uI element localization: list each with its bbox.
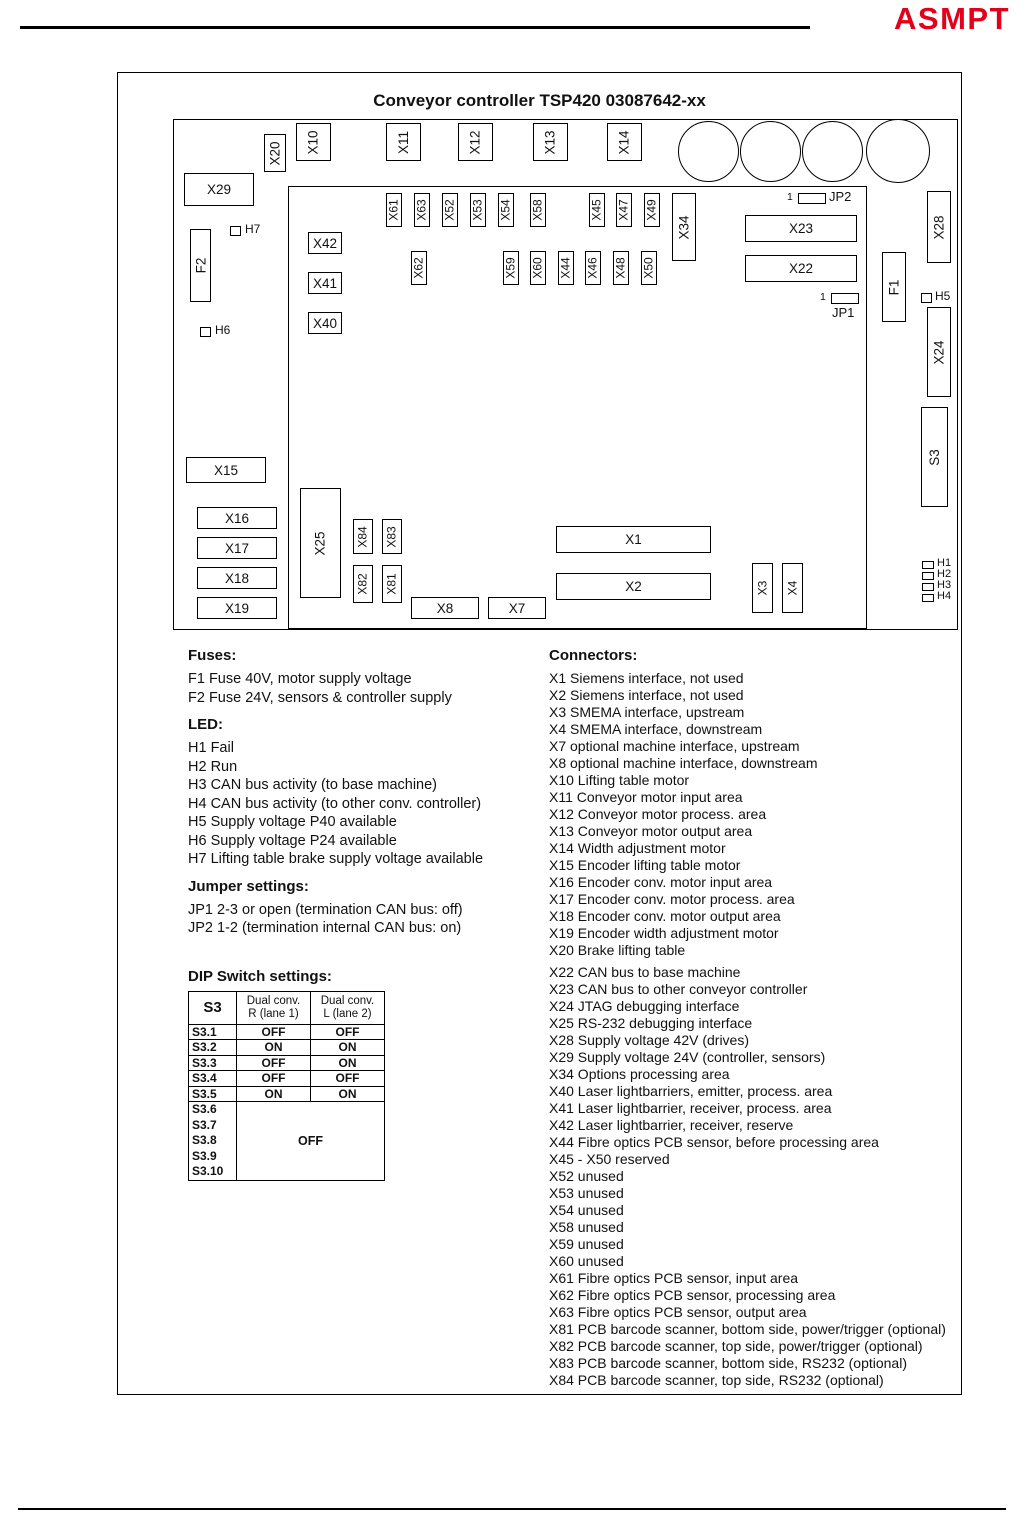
connector-line: X84 PCB barcode scanner, top side, RS232 (optional) — [549, 1372, 884, 1388]
figure-frame — [117, 72, 962, 1395]
component-label: X47 — [617, 199, 632, 221]
header-rule — [20, 26, 810, 29]
component-label: X58 — [531, 199, 546, 221]
mounting-hole — [678, 121, 739, 182]
component-label: X61 — [387, 199, 402, 221]
board-component — [442, 193, 458, 227]
board-inner-outline — [288, 186, 867, 629]
connector-line: X16 Encoder conv. motor input area — [549, 874, 773, 890]
dip-row — [189, 1086, 385, 1102]
component-label: X3 — [755, 580, 770, 596]
connector-line: X58 unused — [549, 1219, 624, 1235]
connector-line: X4 SMEMA interface, downstream — [549, 721, 763, 737]
component-label: X63 — [415, 199, 430, 221]
connectors-heading: Connectors: — [549, 647, 638, 664]
component-label: X17 — [224, 540, 250, 556]
led-line: H1 Fail — [188, 740, 234, 756]
board-text-label: 1 — [820, 291, 826, 303]
component-label: X24 — [931, 339, 947, 365]
led-line: H5 Supply voltage P40 available — [188, 814, 397, 830]
dip-heading: DIP Switch settings: — [188, 967, 332, 985]
dip-switch-id: S3.3 — [189, 1055, 237, 1071]
led-square-h6 — [200, 327, 211, 337]
dip-switch-id: S3.10 — [192, 1164, 224, 1178]
component-label: X19 — [224, 600, 250, 616]
connector-line: X53 unused — [549, 1185, 624, 1201]
connector-line: X34 Options processing area — [549, 1066, 730, 1082]
dip-value-l: OFF — [311, 1024, 385, 1040]
connector-line: X24 JTAG debugging interface — [549, 998, 740, 1014]
board-component — [745, 215, 857, 242]
board-component — [470, 193, 486, 227]
component-label: X2 — [625, 579, 642, 594]
component-label: X7 — [508, 600, 526, 616]
connector-line: X18 Encoder conv. motor output area — [549, 908, 781, 924]
component-label: X14 — [617, 129, 632, 155]
connector-line: X20 Brake lifting table — [549, 942, 686, 958]
board-component — [186, 457, 266, 483]
connector-line: X3 SMEMA interface, upstream — [549, 704, 745, 720]
component-label: X13 — [543, 129, 558, 155]
board-component — [672, 193, 696, 261]
led-section — [188, 716, 548, 869]
connector-line: X28 Supply voltage 42V (drives) — [549, 1032, 749, 1048]
board-component — [382, 565, 402, 603]
connector-line: X8 optional machine interface, downstream — [549, 755, 818, 771]
dip-corner-cell: S3 — [189, 991, 237, 1024]
board-component — [927, 307, 951, 397]
connector-line: X40 Laser lightbarriers, emitter, process. area — [549, 1083, 833, 1099]
board-text-label: H3 — [937, 579, 952, 591]
led-square-h1 — [922, 561, 934, 569]
dip-value-r: ON — [237, 1086, 311, 1102]
dip-value-l: OFF — [311, 1071, 385, 1087]
connector-line: X59 unused — [549, 1236, 624, 1252]
board-component — [644, 193, 660, 227]
legend-left-column — [188, 647, 548, 1190]
dip-value-l: ON — [311, 1086, 385, 1102]
component-label: X44 — [559, 257, 574, 279]
mounting-hole — [866, 119, 930, 183]
component-label: X4 — [785, 580, 800, 596]
dip-value-r: ON — [237, 1040, 311, 1056]
connector-line: X10 Lifting table motor — [549, 772, 690, 788]
board-component — [589, 193, 605, 227]
board-text-label: H4 — [937, 590, 952, 602]
component-label: X62 — [412, 257, 427, 279]
connector-line: X52 unused — [549, 1168, 624, 1184]
jumper-section — [188, 878, 548, 938]
board-component — [300, 488, 341, 598]
board-component — [264, 134, 286, 172]
component-label: X41 — [312, 275, 338, 291]
board-component — [530, 251, 546, 285]
connector-line: X2 Siemens interface, not used — [549, 687, 744, 703]
component-label: F2 — [192, 257, 208, 274]
component-label: X54 — [499, 199, 514, 221]
dip-switch-table — [188, 991, 385, 1181]
led-line: H6 Supply voltage P24 available — [188, 832, 397, 849]
dip-switch-id: S3.4 — [189, 1071, 237, 1087]
dip-col-l-line1: Dual conv. — [320, 994, 375, 1007]
dip-merged-ids — [189, 1102, 237, 1181]
board-text-label: H6 — [215, 323, 231, 337]
board-component — [458, 123, 493, 161]
connector-line: X11 Conveyor motor input area — [549, 789, 743, 805]
board-component — [533, 123, 568, 161]
dip-merged-row — [189, 1102, 385, 1181]
jumper-line: JP1 2-3 or open (termination CAN bus: off) — [188, 901, 463, 918]
jumper-jp1 — [831, 293, 859, 304]
component-label: X83 — [385, 525, 400, 548]
component-label: X11 — [396, 130, 411, 154]
connector-line: X81 PCB barcode scanner, bottom side, power/trigger (optional) — [549, 1321, 946, 1337]
dip-row — [189, 1055, 385, 1071]
component-label: X52 — [443, 199, 458, 221]
board-component — [411, 251, 427, 285]
board-component — [190, 229, 211, 302]
board-component — [607, 123, 642, 161]
led-line: H4 CAN bus activity (to other conv. controller) — [188, 795, 482, 812]
board-component — [382, 519, 402, 554]
board-component — [184, 173, 254, 206]
board-text-label: H5 — [935, 289, 951, 303]
component-label: X28 — [931, 214, 947, 240]
component-label: X45 — [590, 199, 605, 221]
board-component — [197, 507, 277, 529]
connector-line: X44 Fibre optics PCB sensor, before processing area — [549, 1134, 879, 1150]
dip-value-r: OFF — [237, 1055, 311, 1071]
board-component — [386, 193, 402, 227]
component-label: X12 — [468, 129, 483, 155]
component-label: X49 — [645, 199, 660, 221]
board-component — [616, 193, 632, 227]
dip-value-l: ON — [311, 1040, 385, 1056]
connector-list — [549, 670, 969, 1389]
connector-line: X42 Laser lightbarrier, receiver, reserve — [549, 1117, 794, 1133]
connector-line: X22 CAN bus to base machine — [549, 964, 741, 980]
led-square-h7 — [230, 226, 241, 236]
dip-switch-id: S3.6 — [192, 1102, 217, 1116]
component-label: X82 — [356, 573, 371, 595]
led-square-h4 — [922, 594, 934, 602]
dip-value-r: OFF — [237, 1071, 311, 1087]
dip-col-l-line2: L (lane 2) — [323, 1007, 372, 1020]
component-label: X23 — [788, 221, 814, 236]
dip-merged-value: OFF — [237, 1102, 385, 1181]
connector-line: X19 Encoder width adjustment motor — [549, 925, 779, 941]
dip-switch-id: S3.2 — [189, 1040, 237, 1056]
connector-line: X60 unused — [549, 1253, 624, 1269]
board-component — [556, 573, 711, 600]
dip-row — [189, 1040, 385, 1056]
connector-line: X12 Conveyor motor process. area — [549, 806, 767, 822]
dip-row — [189, 1071, 385, 1087]
component-label: X20 — [267, 140, 283, 166]
connector-line: X15 Encoder lifting table motor — [549, 857, 741, 873]
connector-line: X29 Supply voltage 24V (controller, sensors) — [549, 1049, 826, 1065]
board-component — [386, 123, 421, 161]
board-component — [197, 567, 277, 589]
component-label: X60 — [531, 257, 546, 279]
board-text-label: JP1 — [832, 305, 855, 320]
connector-line: X25 RS-232 debugging interface — [549, 1015, 753, 1031]
connector-line: X45 - X50 reserved — [549, 1151, 670, 1167]
led-square-h5 — [921, 293, 932, 303]
board-component — [927, 191, 951, 263]
board-component — [613, 251, 629, 285]
fuse-line: F2 Fuse 24V, sensors & controller supply — [188, 689, 452, 706]
component-label: X18 — [224, 570, 250, 586]
mounting-hole — [740, 121, 801, 182]
jumper-heading: Jumper settings: — [188, 877, 309, 895]
dip-col-header-r — [237, 991, 311, 1024]
connector-line: X13 Conveyor motor output area — [549, 823, 753, 839]
board-component — [641, 251, 657, 285]
connector-line: X23 CAN bus to other conveyor controller — [549, 981, 808, 997]
board-component — [411, 597, 479, 619]
dip-col-header-l — [311, 991, 385, 1024]
connector-line: X82 PCB barcode scanner, top side, power/trigger (optional) — [549, 1338, 923, 1354]
component-label: X10 — [306, 129, 321, 155]
board-text-label: H7 — [245, 222, 261, 236]
connector-line: X1 Siemens interface, not used — [549, 670, 744, 686]
board-component — [745, 255, 857, 282]
board-component — [308, 272, 342, 294]
dip-switch-id: S3.1 — [189, 1024, 237, 1040]
board-component — [921, 407, 948, 507]
component-label: X16 — [224, 510, 250, 526]
board-text-label: JP2 — [829, 189, 852, 204]
footer-rule — [18, 1508, 1006, 1510]
board-component — [296, 123, 331, 161]
component-label: X8 — [436, 600, 454, 616]
jumper-jp2 — [798, 193, 826, 204]
fuses-section — [188, 647, 548, 707]
board-component — [752, 563, 773, 613]
board-component — [488, 597, 546, 619]
led-line: H3 CAN bus activity (to base machine) — [188, 777, 438, 793]
connector-line: X61 Fibre optics PCB sensor, input area — [549, 1270, 799, 1286]
component-label: X22 — [788, 261, 814, 276]
dip-header-row — [189, 991, 385, 1024]
dip-value-r: OFF — [237, 1024, 311, 1040]
component-label: X84 — [356, 525, 371, 548]
led-heading: LED: — [188, 716, 223, 733]
component-label: X50 — [642, 257, 657, 279]
legend-right-column — [549, 647, 969, 1389]
board-component — [882, 252, 906, 322]
board-component — [353, 519, 373, 554]
component-label: X15 — [213, 462, 239, 478]
dip-col-r-line1: Dual conv. — [246, 994, 301, 1007]
connector-line: X17 Encoder conv. motor process. area — [549, 891, 795, 907]
component-label: F1 — [886, 279, 902, 295]
connector-line: X54 unused — [549, 1202, 624, 1218]
component-label: X34 — [676, 214, 692, 240]
board-component — [414, 193, 430, 227]
component-label: X59 — [504, 257, 519, 279]
dip-switch-id: S3.9 — [192, 1148, 217, 1163]
board-component — [498, 193, 514, 227]
board-component — [197, 597, 277, 619]
board-text-label: 1 — [787, 191, 793, 203]
component-label: X48 — [614, 257, 629, 279]
board-component — [353, 565, 373, 603]
board-component — [782, 563, 803, 613]
led-line: H2 Run — [188, 758, 238, 775]
page-title: Conveyor controller TSP420 03087642-xx — [373, 91, 706, 110]
fuses-heading: Fuses: — [188, 647, 237, 664]
connector-line: X63 Fibre optics PCB sensor, output area — [549, 1304, 807, 1320]
connector-line: X14 Width adjustment motor — [549, 840, 726, 856]
mounting-hole — [802, 121, 863, 182]
dip-value-l: ON — [311, 1055, 385, 1071]
led-square-h2 — [922, 572, 934, 580]
component-label: X42 — [312, 235, 338, 251]
board-text-label: H2 — [937, 568, 952, 580]
board-component — [585, 251, 601, 285]
board-component — [556, 526, 711, 553]
jumper-line: JP2 1-2 (termination internal CAN bus: on) — [188, 920, 462, 936]
component-label: X81 — [385, 573, 400, 595]
connector-line: X41 Laser lightbarrier, receiver, process. area — [549, 1100, 832, 1116]
fuse-line: F1 Fuse 40V, motor supply voltage — [188, 671, 412, 687]
board-component — [558, 251, 574, 285]
board-component — [530, 193, 546, 227]
connector-line: X62 Fibre optics PCB sensor, processing area — [549, 1287, 836, 1303]
component-label: X53 — [471, 199, 486, 221]
dip-section — [188, 968, 548, 1181]
board-component — [503, 251, 519, 285]
connector-line: X7 optional machine interface, upstream — [549, 738, 800, 754]
component-label: X46 — [586, 257, 601, 279]
connector-line: X83 PCB barcode scanner, bottom side, RS232 (optional) — [549, 1355, 907, 1371]
led-line: H7 Lifting table brake supply voltage available — [188, 851, 484, 867]
component-label: X40 — [312, 315, 338, 331]
board-component — [197, 537, 277, 559]
dip-switch-id: S3.5 — [189, 1086, 237, 1102]
board-component — [308, 312, 342, 334]
component-label: X29 — [206, 182, 232, 197]
dip-col-r-line2: R (lane 1) — [248, 1007, 299, 1020]
component-label: X25 — [313, 530, 328, 556]
dip-switch-id: S3.8 — [192, 1133, 217, 1147]
board-text-label: H1 — [937, 557, 952, 569]
led-square-h3 — [922, 583, 934, 591]
component-label: X1 — [625, 532, 642, 547]
board-component — [308, 232, 342, 254]
dip-switch-id: S3.7 — [192, 1117, 217, 1132]
asmpt-logo: ASMPT — [894, 1, 1010, 36]
dip-row — [189, 1024, 385, 1040]
component-label: S3 — [926, 448, 942, 466]
